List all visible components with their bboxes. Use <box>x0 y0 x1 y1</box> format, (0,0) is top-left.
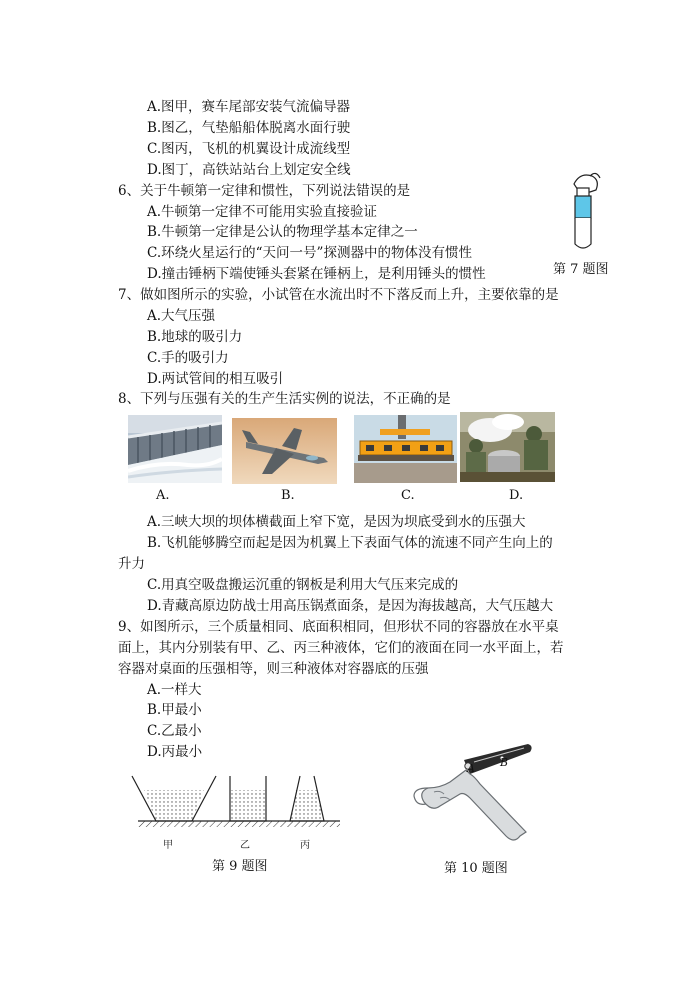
q8-image-label-d: D. <box>509 488 524 503</box>
q8-image-label-b: B. <box>281 488 295 503</box>
q9-option-c: C.乙最小 <box>147 723 202 739</box>
q7-option-b: B.地球的吸引力 <box>147 329 243 345</box>
q8-option-d: D.青藏高原边防战士用高压锅煮面条，是因为海拔越高，大气压越大 <box>147 598 554 614</box>
q5-option-b: B.图乙，气垫船船体脱离水面行驶 <box>147 120 351 136</box>
q7-option-c: C.手的吸引力 <box>147 350 229 366</box>
q8-option-a: A.三峡大坝的坝体横截面上窄下宽，是因为坝底受到水的压强大 <box>147 514 526 530</box>
fighter-jet-photo <box>232 418 337 484</box>
vacuum-suction-crane-photo <box>354 415 457 483</box>
q8-image-label-a: A. <box>156 488 170 503</box>
fig9-containers-diagram <box>130 772 345 832</box>
fig10-nutcracker-image <box>410 740 540 845</box>
q6-option-d: D.撞击锤柄下端使锤头套紧在锤柄上，是利用锤头的惯性 <box>147 266 486 282</box>
q7-option-d: D.两试管间的相互吸引 <box>147 371 284 387</box>
pressure-cooker-soldiers-photo <box>460 412 555 482</box>
fig7-test-tube-image <box>560 170 610 255</box>
q6-stem: 6、关于牛顿第一定律和惯性，下列说法错误的是 <box>118 183 411 199</box>
q8-option-b: B.飞机能够腾空而起是因为机翼上下表面气体的流速不同产生向上的 <box>147 535 553 551</box>
q8-image-label-c: C. <box>401 488 415 503</box>
q8-option-c: C.用真空吸盘搬运沉重的钢板是利用大气压来完成的 <box>147 577 459 593</box>
q5-option-d: D.图丁，高铁站站台上划定安全线 <box>147 162 351 178</box>
q8-stem: 8、下列与压强有关的生产生活实例的说法，不正确的是 <box>118 391 451 407</box>
q6-option-b: B.牛顿第一定律是公认的物理学基本定律之一 <box>147 224 418 240</box>
q9-option-b: B.甲最小 <box>147 702 202 718</box>
q7-option-a: A.大气压强 <box>147 308 216 324</box>
q6-option-c: C.环绕火星运行的“天问一号”探测器中的物体没有惯性 <box>147 245 472 261</box>
fig9-label-jia: 甲 <box>163 840 173 851</box>
fig10-label-b: B <box>500 756 509 769</box>
q9-stem-line-2: 面上，其内分别装有甲、乙、丙三种液体，它们的液面在同一水平面上，若 <box>118 640 564 656</box>
fig9-label-yi: 乙 <box>240 840 250 851</box>
dam-photo <box>128 415 222 483</box>
q9-stem-line-1: 9、如图所示，三个质量相同、底面积相同，但形状不同的容器放在水平桌 <box>118 619 559 635</box>
q7-stem: 7、做如图所示的实验，小试管在水流出时不下落反而上升，主要依靠的是 <box>118 287 559 303</box>
q5-option-c: C.图丙，飞机的机翼设计成流线型 <box>147 141 351 157</box>
fig9-caption: 第 9 题图 <box>212 859 268 874</box>
fig7-caption: 第 7 题图 <box>553 262 609 277</box>
q8-option-b-continued: 升力 <box>118 556 145 572</box>
fig9-label-bing: 丙 <box>300 840 310 851</box>
q6-option-a: A.牛顿第一定律不可能用实验直接验证 <box>147 204 378 220</box>
fig10-caption: 第 10 题图 <box>444 861 508 876</box>
fig10-label-a: A <box>467 762 475 775</box>
q9-option-a: A.一样大 <box>147 682 202 698</box>
q9-stem-line-3: 容器对桌面的压强相等，则三种液体对容器底的压强 <box>118 661 429 677</box>
q5-option-a: A.图甲，赛车尾部安装气流偏导器 <box>147 99 351 115</box>
q9-option-d: D.丙最小 <box>147 744 203 760</box>
